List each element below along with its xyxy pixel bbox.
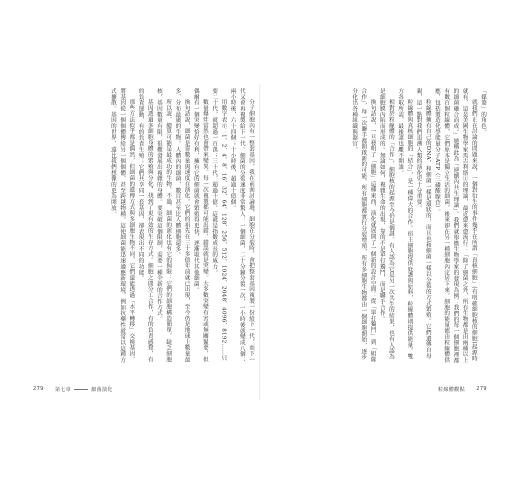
left-paragraph: 所以說，總算可能是最成功的生物。不過，細菌的演化也有它的侷限：它們的細胞構造簡單，缺乏細胞核，基因數量有限，很難發展出複雜的身體。要突破這個限制，需要一種全新的合作方式。 bbox=[155, 88, 172, 363]
left-paragraph: 數量爆炸當然也會帶來變異。每一次複製都可能出錯，錯誤就是突變。大多數突變有害或無關緊要，但偶爾有一個突變恰好有利，擁有它的細菌就會繁殖得更快，逐漸取代其他細菌。 bbox=[192, 88, 208, 363]
left-running-head bbox=[55, 386, 113, 393]
right-paragraph: 「媒婆」的角色。 bbox=[480, 88, 486, 135]
right-paragraph: 相對於粒線體的「合作」，細胞核的起源至今仍是個謎。有人認為它是另一次共生的結果，也有人認為是細胞膜內陷而形成的。無論如何，複雜生命的出現，靠的不是單打獨鬥，而是聯手合作。 bbox=[378, 88, 394, 360]
left-paragraph: 那些方法似乎都是偶然，但細菌的遺傳方式與多細胞生物不同，它們還能透過「水平轉移」交換基因，將基因從一個個體傳給另一個個體，甚至跨越物種。這使細菌能迅速適應新環境，例如抗藥性就常以這種方式擴散。基因的世界，遠比我們想像的更為開放。 bbox=[109, 88, 135, 363]
right-paragraph: 就我們正在討論的問題來說，一個對衍生的事件幾乎在所謂「真核細胞」(有明確細胞核的細胞)起源時就有，這是美國生物學家馬古利斯①的理論，最近愈來愈流行：「除了細菌之外，所有生物都是由兩種以上的細菌融合而成。」她稱此為「連續內共生理論」。我們就舉微生物學家的發現為例：我們的每一個細胞裡都有數百個粒線體，它們原本是獨立生活的細菌，後來卻在另一種細胞內定居下來。細胞的能量都由粒線體供應，包括製造化學能量分子ATP（三磷酸腺苷）。 bbox=[433, 88, 477, 364]
right-page bbox=[265, 88, 487, 394]
left-page bbox=[33, 88, 255, 394]
chapter-title: 細菌演化 bbox=[91, 387, 113, 393]
book-gutter bbox=[259, 84, 261, 400]
right-paragraph: 粒線體與真核細胞的「結合」，是一種偉大的合作。宿主細胞提供庇護與原料，粒線體則提供能量。雙方各取所需，最後誰也離不開誰。 bbox=[397, 88, 413, 360]
right-page-text bbox=[265, 88, 487, 364]
left-paragraph: 分子細胞內有一整套基因，我在前面討論過，細胞在分裂時，會把整套基因複製一份給下一代，而下一代又會再複製給下一代。細菌的分裂速度非常驚人：一個細菌，二十分鐘分裂一次，一小時後就變成八個；兩小時後，六十四個；十小時後，超過十億個。 bbox=[229, 88, 254, 363]
right-page-number: 279 bbox=[476, 386, 487, 392]
right-paragraph: 粒線體擁有自己的DNA，和細菌一樣是環狀的，而且也和細菌一樣以分裂的方式繁殖。它們遺傳自母親，這一點對我們追溯人類的演化史十分重要。 bbox=[415, 88, 431, 360]
chapter-label: 第七章 bbox=[55, 387, 72, 393]
left-page-number: 279 bbox=[33, 386, 44, 392]
running-head-divider bbox=[74, 389, 88, 390]
right-running-head: 粒線體觀點 bbox=[437, 387, 465, 393]
left-paragraph: 換句話說，細菌是靠數量與速度在演化。它們的祖先在三十多億年前就已出現，至今仍是地球上數量最多、分布最廣的生物。人體內的細菌，數目甚至比人體細胞還多。 bbox=[174, 88, 190, 363]
right-paragraph: 換句話說，一旦發明了「細胞」這種東西，演化就展開了一個新的設計空間：從「單打獨鬥」到「組隊合作」，每一次聯手都開啟新的可能。所有細胞都實行分裂增殖，所有多細胞生物都由一個細胞開始，逐步分化出各種組織與器官。 bbox=[351, 88, 376, 363]
left-paragraph: 基因透過多細胞身體的繁殖與分化，找到了更有效的生存方式。細胞之間分工合作，有的負責感覺，有的負責運動，有的負責生殖；它們共享同一套基因，卻表現出不同的功能。 bbox=[137, 88, 153, 363]
left-paragraph: 用數字表示：1、2、4、8、16、32、64、128、256、512、1024、2048、4096、8192……只要二十代，就超過一百萬；三十代，超過十億。這就是指數成長的威力。 bbox=[211, 88, 227, 362]
left-page-text bbox=[33, 88, 255, 364]
